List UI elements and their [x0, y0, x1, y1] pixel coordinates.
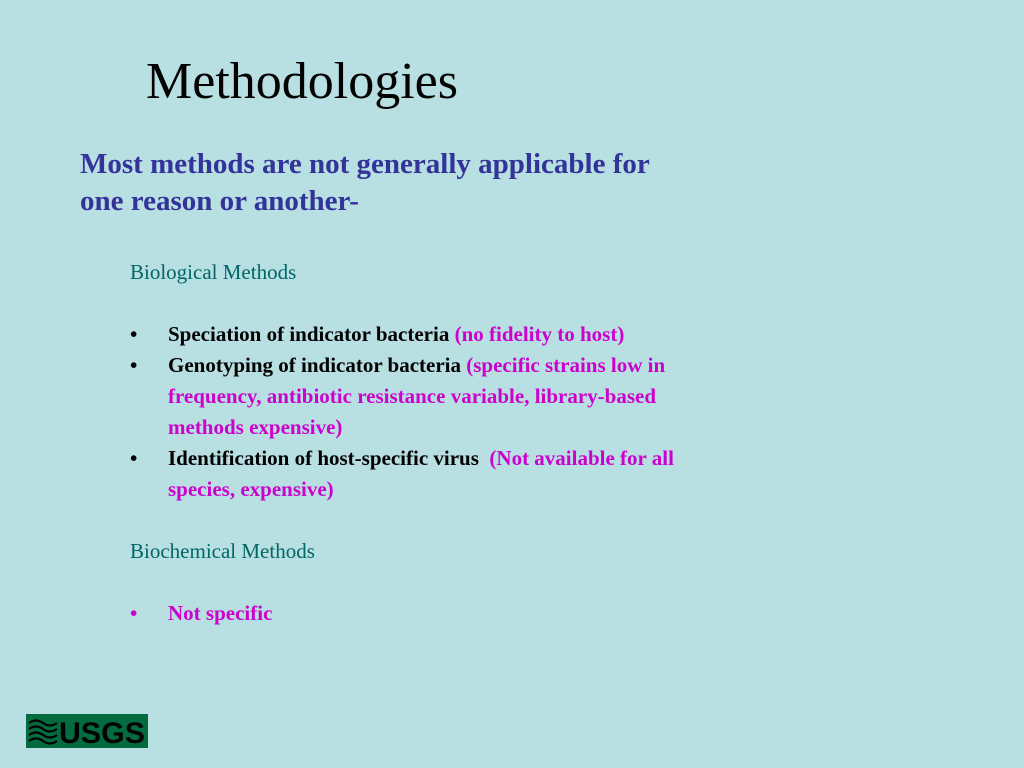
slide-subtitle: [80, 146, 780, 220]
usgs-logo-icon: [26, 714, 148, 748]
slide-title: Methodologies: [146, 53, 458, 110]
slide-body: [130, 257, 810, 629]
subtitle-line: Most methods are not generally applicable for: [80, 148, 650, 180]
biochemical-methods-heading: Biochemical Methods: [130, 539, 315, 563]
item-note: species, expensive): [168, 477, 334, 501]
item-note: methods expensive): [168, 415, 343, 439]
item-text: Not specific: [168, 601, 273, 625]
item-note: (Not available for all: [489, 446, 674, 470]
usgs-logo: [26, 714, 148, 748]
bullet-icon: •: [130, 322, 138, 346]
subtitle-line: one reason or another-: [80, 185, 359, 217]
list-item: [130, 319, 810, 350]
bullet-icon: •: [130, 353, 138, 377]
biological-methods-heading: Biological Methods: [130, 260, 297, 284]
item-note: (no fidelity to host): [454, 322, 625, 346]
item-note: (specific strains low in: [466, 353, 666, 377]
bullet-icon: •: [130, 601, 138, 625]
bullet-icon: •: [130, 446, 138, 470]
item-text: Genotyping of indicator bacteria: [168, 353, 462, 377]
list-item: [130, 350, 810, 443]
svg-text:USGS: USGS: [59, 717, 145, 748]
list-item: [130, 598, 810, 629]
item-text: Speciation of indicator bacteria: [168, 322, 450, 346]
item-note: frequency, antibiotic resistance variable, library-based: [168, 384, 657, 408]
item-text: Identification of host-specific virus: [168, 446, 479, 470]
list-item: [130, 443, 810, 505]
